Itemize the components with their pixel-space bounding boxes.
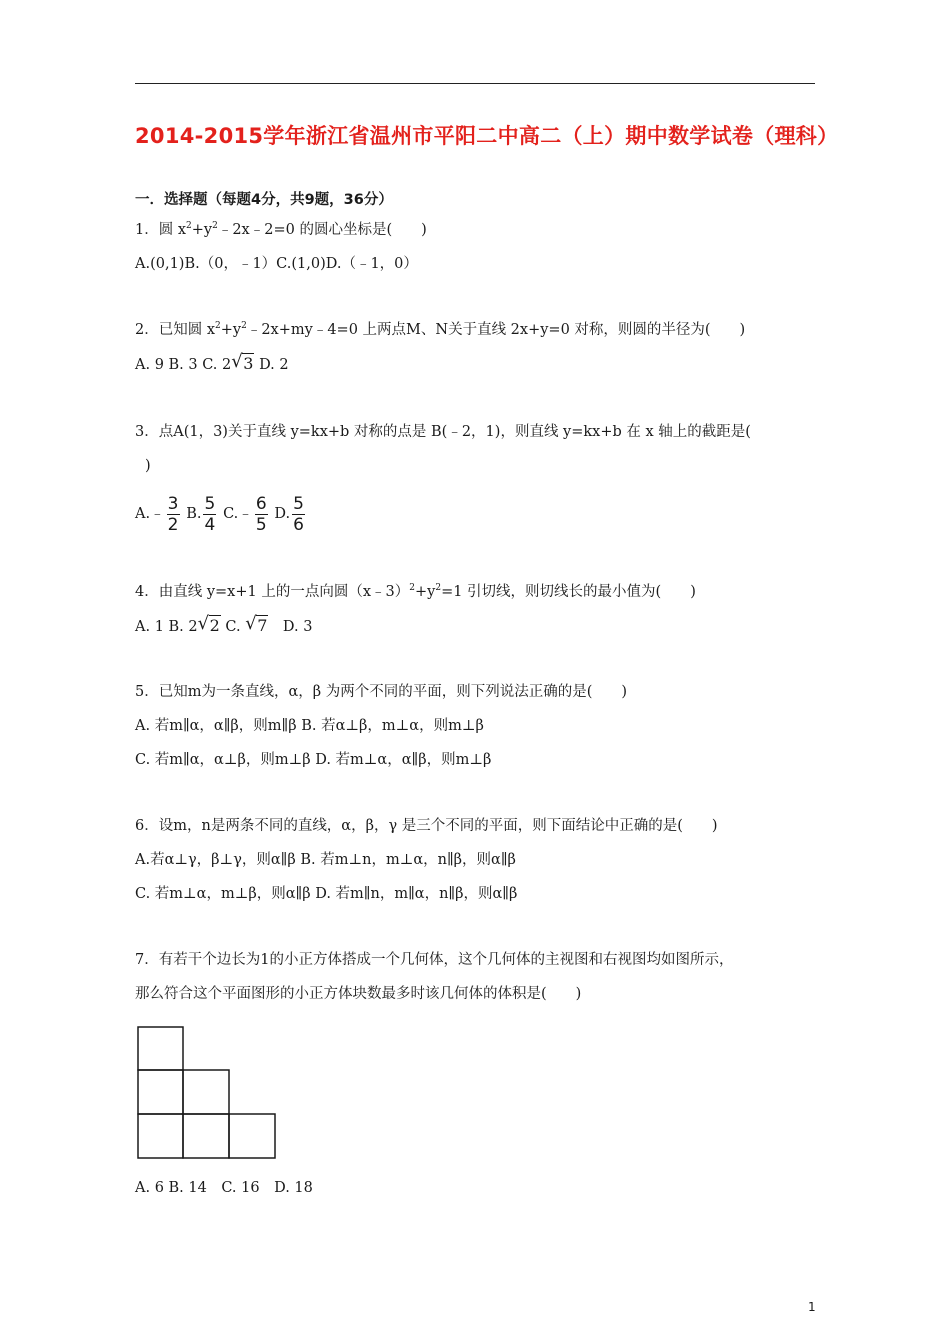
question-5-options-ab: A. 若m∥α，α∥β，则m∥β B. 若α⊥β，m⊥α，则m⊥β	[135, 718, 484, 734]
question-5-stem: 5．已知m为一条直线，α，β 为两个不同的平面，则下列说法正确的是( )	[135, 684, 628, 700]
question-7-stem-cont: 那么符合这个平面图形的小正方体块数最多时该几何体的体积是( )	[135, 986, 582, 1002]
question-6-stem: 6．设m，n是两条不同的直线，α，β，γ 是三个不同的平面，则下面结论中正确的是( )	[135, 818, 718, 834]
fraction-a: $\frac{3}{2}$	[167, 493, 179, 535]
question-7-options: A. 6 B. 14 C. 16 D. 18	[135, 1180, 313, 1196]
figure-square	[138, 1114, 183, 1158]
figure-square	[183, 1114, 229, 1158]
question-4-options: A. 1 B. 2 √ 2 C. √ 7 D. 3	[135, 613, 313, 635]
question-1-options: A.(0,1)B.（0，﹣1）C.(1,0)D.（﹣1，0）	[135, 256, 418, 272]
exam-title: 2014-2015学年浙江省温州市平阳二中高二（上）期中数学试卷（理科）	[135, 124, 839, 148]
question-6-options-ab: A.若α⊥γ，β⊥γ，则α∥β B. 若m⊥n，m⊥α，n∥β，则α∥β	[135, 852, 516, 868]
sqrt-symbol: √ 2	[197, 613, 220, 635]
figure-square	[183, 1070, 229, 1114]
sqrt-symbol: √ 7	[245, 613, 268, 635]
section-heading: 一．选择题（每题4分，共9题，36分）	[135, 192, 393, 208]
figure-square	[138, 1070, 183, 1114]
figure-square	[138, 1027, 183, 1070]
fraction-c: $\frac{6}{5}$	[255, 493, 267, 535]
question-5-options-cd: C. 若m∥α，α⊥β，则m⊥β D. 若m⊥α，α∥β，则m⊥β	[135, 752, 492, 768]
question-3-options: A.﹣ $\frac{3}{2}$ B. $\frac{5}{4}$ C.﹣ $\frac{6}{5}$ D. $\frac{5}{6}$	[135, 493, 304, 535]
question-4-stem: 4．由直线 y=x+1 上的一点向圆$(x﹣3)^2+y^2=1$ 引切线，则切线长的最小值为( )	[135, 583, 696, 600]
question-2-stem: 2．已知圆 $x^2+y^2﹣2x+my﹣4=0$ 上两点M、N关于直线 2x+y=0 对称，则圆的半径为( )	[135, 321, 746, 338]
figure-square	[229, 1114, 275, 1158]
view-figure	[137, 1026, 277, 1160]
fraction-d: $\frac{5}{6}$	[293, 493, 304, 535]
fraction-b: $\frac{5}{4}$	[204, 493, 216, 535]
header-rule	[135, 83, 815, 84]
sqrt-symbol: √ 3	[231, 351, 254, 373]
question-1-stem: 1．圆 $x^2+y^2﹣2x﹣2=0$ 的圆心坐标是( )	[135, 221, 427, 238]
question-2-options: A. 9 B. 3 C. 2 √ 3 D. 2	[135, 351, 289, 373]
question-3-stem-cont: )	[145, 458, 151, 474]
page-number: 1	[808, 1300, 816, 1314]
question-3-stem: 3．点A(1，3)关于直线 y=kx+b 对称的点是 B(﹣2，1)，则直线 y=kx+b 在 x 轴上的截距是(	[135, 424, 751, 440]
question-7-stem: 7．有若干个边长为1的小正方体搭成一个几何体，这个几何体的主视图和右视图均如图所示，	[135, 952, 734, 968]
question-6-options-cd: C. 若m⊥α，m⊥β，则α∥β D. 若m∥n，m∥α，n∥β，则α∥β	[135, 886, 518, 902]
